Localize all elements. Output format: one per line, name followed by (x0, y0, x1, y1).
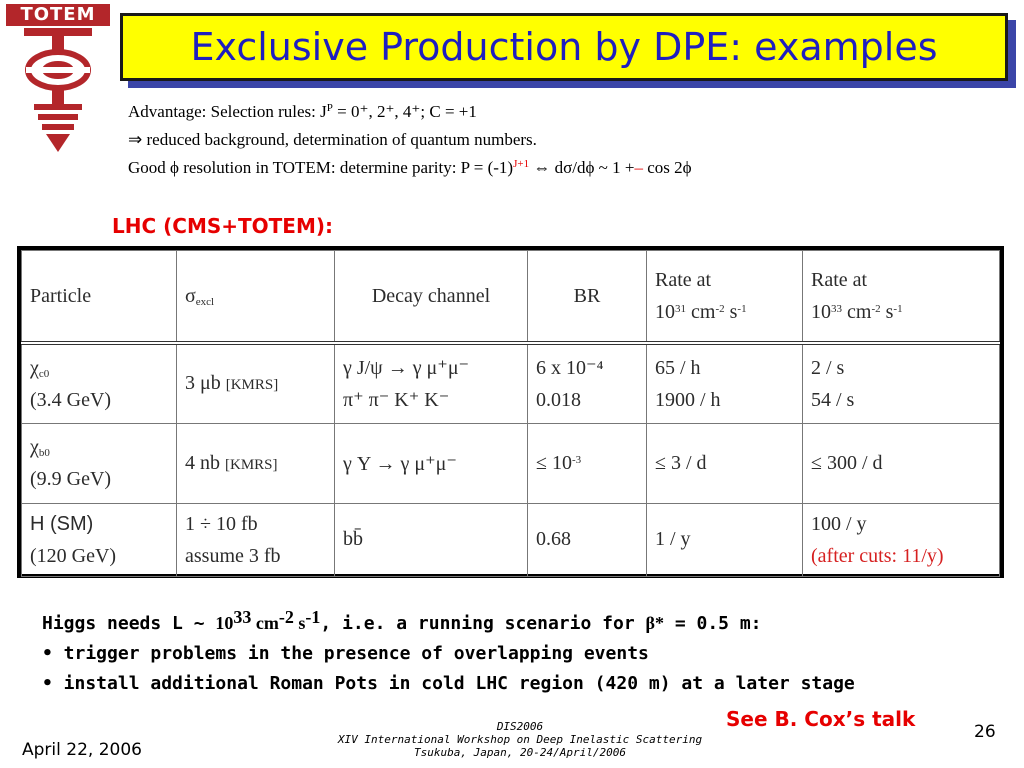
footer-conference (300, 720, 740, 759)
cell-particle (22, 423, 177, 503)
note-line-2: • trigger problems in the presence of overlapping events (42, 643, 649, 664)
cell-br (528, 423, 647, 503)
note1-e: , i.e. a running scenario for (320, 613, 646, 634)
cell-rate-2 (803, 503, 1000, 576)
note1-d: s (293, 613, 306, 633)
footer-line-2: XIV International Workshop on Deep Inelastic Scattering (337, 733, 703, 746)
footer-date: April 22, 2006 (22, 740, 142, 760)
rate2-2: (after cuts: 11/y) (811, 544, 944, 567)
rate2-1: 2 / s (811, 356, 845, 379)
cell-rate-1 (647, 343, 803, 423)
totem-logo (6, 4, 110, 154)
header-particle: Particle (22, 251, 177, 344)
particle-mass: (120 GeV) (30, 544, 117, 567)
note-line-1 (42, 608, 855, 639)
cell-sigma (177, 343, 335, 423)
page-number: 26 (974, 722, 996, 742)
table-header-row (22, 251, 1000, 344)
rate2-1: 100 / y (811, 512, 867, 535)
footer-line-3: Tsukuba, Japan, 20-24/April/2006 (414, 746, 626, 759)
note-line-3: • install additional Roman Pots in cold LHC region (420 m) at a later stage (42, 673, 855, 694)
lhc-label: LHC (CMS+TOTEM): (112, 214, 333, 238)
intro-text (128, 98, 692, 182)
footer-line-1: DIS2006 (496, 720, 544, 733)
decay-1: γ J/ψ → γ μ⁺μ⁻ (343, 356, 470, 379)
rates-table (17, 246, 1004, 578)
particle-symbol: χ (30, 436, 39, 458)
header-rate2-label: Rate at (811, 269, 868, 291)
h-r2-c: cm (842, 301, 872, 323)
h-r2-ds: -1 (893, 303, 903, 315)
sigma-assume: assume 3 fb (185, 544, 281, 567)
br-1: 6 x 10⁻⁴ (536, 356, 604, 379)
cell-decay: γ Y → γ μ⁺μ⁻ (335, 423, 528, 503)
br-1-sup: -3 (571, 453, 582, 466)
sigma-value: 3 μb (185, 372, 221, 395)
header-br: BR (528, 251, 647, 344)
particle-mass: (9.9 GeV) (30, 468, 112, 490)
sigma-value: 1 ÷ 10 fb (185, 512, 258, 535)
particle-sub: b0 (38, 447, 50, 459)
cell-br (528, 343, 647, 423)
note1-a: Higgs needs L ~ (42, 613, 216, 634)
cell-br: 0.68 (528, 503, 647, 576)
cell-decay: bb̄ (335, 503, 528, 576)
h-r2-cs: -2 (871, 303, 881, 315)
intro-line3-c: cos 2ϕ (642, 158, 692, 177)
rate2-2: 54 / s (811, 388, 855, 411)
cell-sigma (177, 503, 335, 576)
intro-line1-sup: P (326, 102, 333, 114)
table-row (22, 503, 1000, 576)
note1-b: 10 (215, 613, 234, 633)
h-r1-bs: 31 (675, 303, 686, 315)
br-1: ≤ 10 (536, 451, 572, 474)
intro-line3-sup: J+1 (513, 158, 530, 170)
rate1-2: 1900 / h (655, 388, 721, 411)
header-decay: Decay channel (335, 251, 528, 344)
note1-c: cm (251, 613, 279, 633)
intro-line1-text: Advantage: Selection rules: J (128, 102, 327, 121)
header-sigma-sub: excl (195, 295, 215, 308)
slide-title: Exclusive Production by DPE: examples (190, 25, 938, 69)
title-box (120, 13, 1008, 81)
intro-line-3 (128, 154, 692, 182)
bottom-notes (42, 608, 855, 699)
cell-particle (22, 503, 177, 576)
h-r1-cs: -2 (715, 303, 725, 315)
note1-f: β* (645, 613, 664, 633)
cell-rate-1: 1 / y (647, 503, 803, 576)
sigma-value: 4 nb (185, 451, 220, 474)
cell-rate-2: ≤ 300 / d (803, 423, 1000, 503)
h-r1-ds: -1 (737, 303, 747, 315)
note1-cs: -2 (278, 607, 294, 627)
h-r2-bs: 33 (831, 303, 842, 315)
header-sigma-symbol: σ (185, 284, 196, 307)
table-row (22, 423, 1000, 503)
br-2: 0.018 (536, 388, 581, 411)
note1-ds: -1 (305, 607, 321, 627)
cell-rate-1: ≤ 3 / d (647, 423, 803, 503)
particle-name (30, 431, 168, 463)
cell-sigma (177, 423, 335, 503)
header-rate-2 (803, 251, 1000, 344)
intro-line3-b: ⇔ dσ/dϕ ~ 1 + (529, 158, 635, 177)
h-r2-b: 10 (811, 301, 831, 323)
header-sigma (177, 251, 335, 344)
cell-rate-2 (803, 343, 1000, 423)
particle-symbol: χ (30, 356, 39, 379)
intro-line3-pm: – (634, 158, 643, 177)
h-r1-c: cm (686, 301, 716, 323)
see-cox-link: See B. Cox’s talk (726, 707, 916, 731)
header-rate-1 (647, 251, 803, 344)
h-r2-d: s (880, 301, 894, 323)
h-r1-b: 10 (655, 301, 675, 323)
totem-logo-icon (6, 24, 110, 154)
note1-g: = 0.5 m: (663, 613, 762, 634)
intro-line1-rest: = 0⁺, 2⁺, 4⁺; C = +1 (332, 102, 477, 121)
h-r1-d: s (724, 301, 738, 323)
particle-sub: c0 (38, 367, 50, 380)
rate1-1: 65 / h (655, 356, 701, 379)
cell-particle (22, 343, 177, 423)
sigma-ref: [KMRS] (225, 456, 278, 473)
header-rate1-lumi (655, 296, 794, 328)
header-rate1-label: Rate at (655, 269, 712, 291)
sigma-ref: [KMRS] (225, 377, 279, 394)
intro-line3-a: Good ϕ resolution in TOTEM: determine parity: P = (-1) (128, 158, 514, 177)
particle-mass: (3.4 GeV) (30, 388, 112, 411)
cell-decay (335, 343, 528, 423)
intro-line-1 (128, 98, 692, 126)
particle-name (30, 352, 168, 384)
note1-bs: 33 (233, 607, 252, 627)
intro-line-2: ⇒ reduced background, determination of quantum numbers. (128, 130, 537, 149)
logo-text: TOTEM (6, 4, 110, 26)
particle-name: H (SM) (30, 512, 94, 535)
table-row (22, 343, 1000, 423)
decay-2: π⁺ π⁻ K⁺ K⁻ (343, 388, 450, 411)
header-rate2-lumi (811, 296, 991, 328)
